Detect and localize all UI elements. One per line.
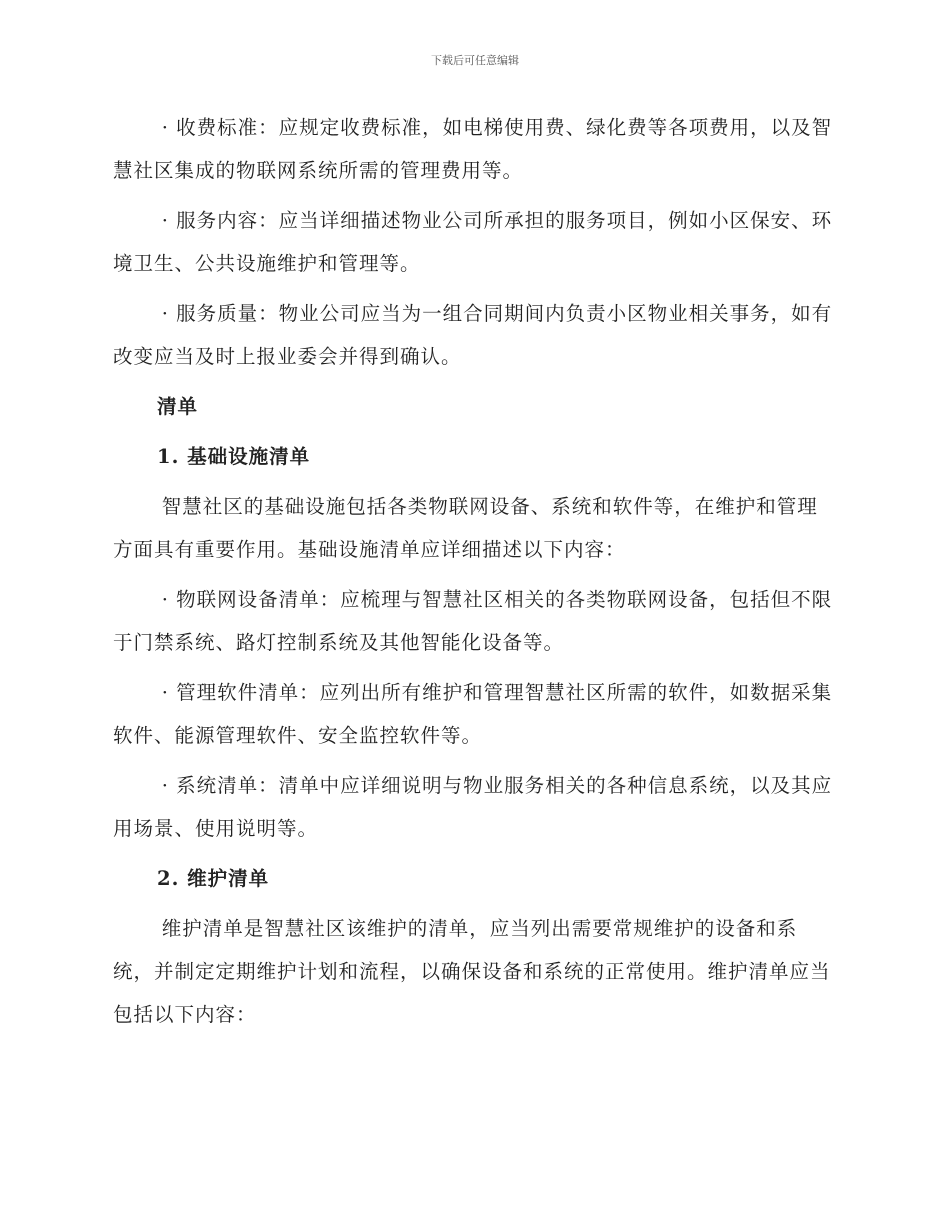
infrastructure-intro: 智慧社区的基础设施包括各类物联网设备、系统和软件等，在维护和管理方面具有重要作用。基础设施清单应详细描述以下内容： — [113, 495, 818, 561]
bullet-systems: · 系统清单：清单中应详细说明与物业服务相关的各种信息系统，以及其应用场景、使用说明等。 — [113, 774, 833, 840]
bullet-service-quality: · 服务质量：物业公司应当为一组合同期间内负责小区物业相关事务，如有改变应当及时上报业委会并得到确认。 — [113, 302, 833, 368]
maintenance-intro: 维护清单是智慧社区该维护的清单，应当列出需要常规维护的设备和系统，并制定定期维护计划和流程，以确保设备和系统的正常使用。维护清单应当包括以下内容： — [113, 917, 831, 1026]
section-heading-maintenance: 2. 维护清单 — [157, 867, 270, 890]
page-header: 下载后可任意编辑 — [431, 54, 519, 67]
section-heading-list: 清单 — [157, 395, 199, 418]
document-body — [113, 106, 833, 1043]
bullet-service-content: · 服务内容：应当详细描述物业公司所承担的服务项目，例如小区保安、环境卫生、公共设施维护和管理等。 — [113, 209, 833, 275]
bullet-iot-devices: · 物联网设备清单：应梳理与智慧社区相关的各类物联网设备，包括但不限于门禁系统、路灯控制系统及其他智能化设备等。 — [113, 588, 833, 654]
section-heading-infrastructure: 1. 基础设施清单 — [157, 445, 311, 468]
bullet-management-software: · 管理软件清单：应列出所有维护和管理智慧社区所需的软件，如数据采集软件、能源管理软件、安全监控软件等。 — [113, 681, 833, 747]
bullet-fee-standard: · 收费标准：应规定收费标准，如电梯使用费、绿化费等各项费用，以及智慧社区集成的物联网系统所需的管理费用等。 — [113, 116, 833, 182]
